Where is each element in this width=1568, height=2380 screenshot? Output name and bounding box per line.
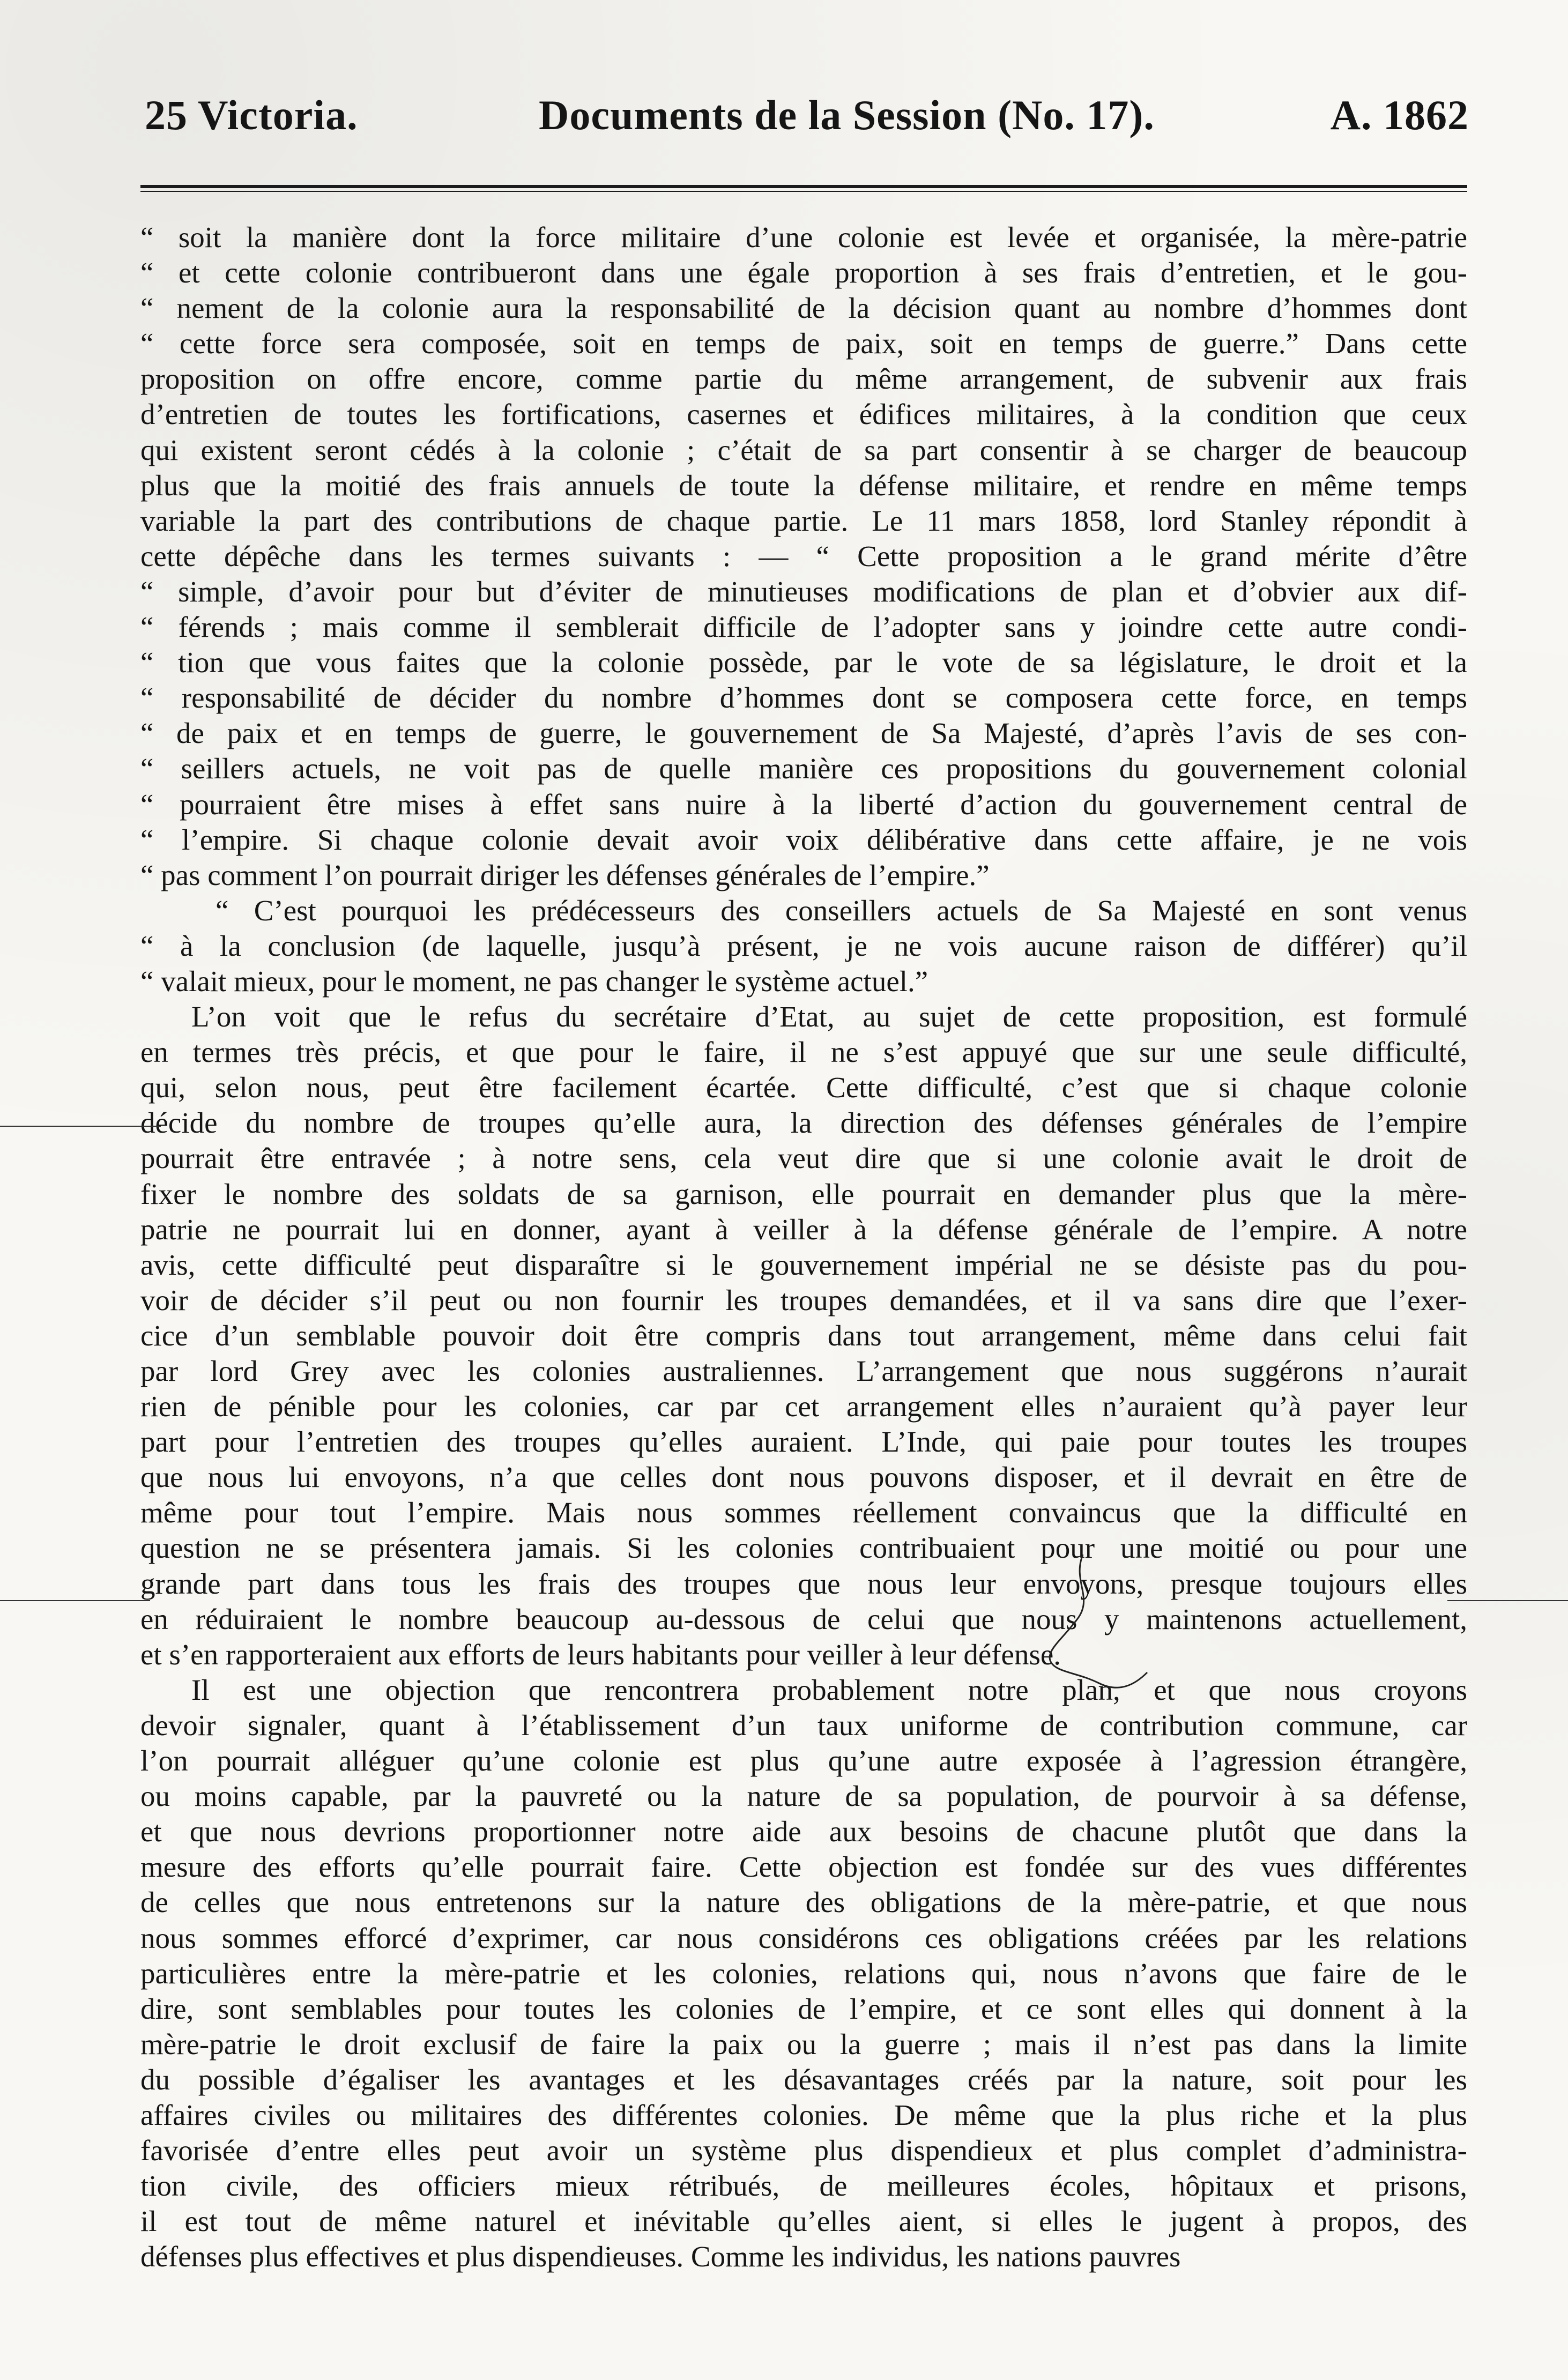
text-line: “ valait mieux, pour le moment, ne pas changer le système actuel.” bbox=[140, 964, 928, 998]
header-rule-thin bbox=[140, 191, 1467, 192]
text-line: variable la part des contributions de chaque partie. Le 11 mars 1858, lord Stanley répondit à bbox=[140, 504, 1467, 537]
text-line: de celles que nous entretenons sur la nature des obligations de la mère-patrie, et que nous bbox=[140, 1886, 1467, 1919]
text-line: “ soit la manière dont la force militaire d’une colonie est levée et organisée, la mère-patrie bbox=[140, 221, 1467, 254]
text-line: rien de pénible pour les colonies, car par cet arrangement elles n’auraient qu’à payer leur bbox=[140, 1390, 1467, 1423]
text-line: “ de paix et en temps de guerre, le gouvernement de Sa Majesté, d’après l’avis de ses con- bbox=[140, 717, 1467, 750]
text-line: l’on pourrait alléguer qu’une colonie est plus qu’une autre exposée à l’agression étrangère, bbox=[140, 1744, 1467, 1777]
text-line: mesure des efforts qu’elle pourrait faire. Cette objection est fondée sur des vues différentes bbox=[140, 1850, 1467, 1884]
text-line: “ seillers actuels, ne voit pas de quelle manière ces propositions du gouvernement colonial bbox=[140, 752, 1467, 785]
text-line: que nous lui envoyons, n’a que celles dont nous pouvons disposer, et il devrait en être de bbox=[140, 1461, 1467, 1494]
text-line: Il est une objection que rencontrera probablement notre plan, et que nous croyons bbox=[191, 1673, 1467, 1706]
text-line: question ne se présentera jamais. Si les colonies contribuaient pour une moitié ou pour une bbox=[140, 1531, 1467, 1565]
text-line: ou moins capable, par la pauvreté ou la nature de sa population, de pourvoir à sa défense, bbox=[140, 1780, 1467, 1813]
text-line: “ l’empire. Si chaque colonie devait avoir voix délibérative dans cette affaire, je ne vois bbox=[140, 823, 1467, 856]
body-text bbox=[140, 220, 1467, 2274]
scan-mark-line bbox=[0, 1126, 161, 1127]
text-line: grande part dans tous les frais des troupes que nous leur envoyons, presque toujours elles bbox=[140, 1567, 1467, 1600]
text-line: il est tout de même naturel et inévitable qu’elles aient, si elles le jugent à propos, des bbox=[140, 2205, 1467, 2238]
text-line: “ tion que vous faites que la colonie possède, par le vote de sa législature, le droit et la bbox=[140, 646, 1467, 679]
text-line: même pour tout l’empire. Mais nous sommes réellement convaincus que la difficulté en bbox=[140, 1496, 1467, 1529]
text-line: “ férends ; mais comme il semblerait difficile de l’adopter sans y joindre cette autre condi- bbox=[140, 611, 1467, 644]
text-line: favorisée d’entre elles peut avoir un système plus dispendieux et plus complet d’administra- bbox=[140, 2134, 1467, 2167]
text-line: en termes très précis, et que pour le faire, il ne s’est appuyé que sur une seule difficulté, bbox=[140, 1036, 1467, 1069]
text-line: tion civile, des officiers mieux rétribués, de meilleures écoles, hôpitaux et prisons, bbox=[140, 2169, 1467, 2203]
text-line: particulières entre la mère-patrie et les colonies, relations qui, nous n’avons que faire de le bbox=[140, 1957, 1467, 1990]
text-line: plus que la moitié des frais annuels de toute la défense militaire, et rendre en même temps bbox=[140, 468, 1467, 502]
text-line: dire, sont semblables pour toutes les colonies de l’empire, et ce sont elles qui donnent à la bbox=[140, 1992, 1467, 2025]
text-line: par lord Grey avec les colonies australiennes. L’arrangement que nous suggérons n’aurait bbox=[140, 1355, 1467, 1387]
pencil-scribble-mark bbox=[1013, 1549, 1153, 1726]
text-line: fixer le nombre des soldats de sa garnison, elle pourrait en demander plus que la mère- bbox=[140, 1177, 1467, 1210]
header-right: A. 1862 bbox=[1330, 92, 1469, 138]
text-line: en réduiraient le nombre beaucoup au-dessous de celui que nous y maintenons actuellement, bbox=[140, 1602, 1467, 1635]
text-line: “ cette force sera composée, soit en temps de paix, soit en temps de guerre.” Dans cette bbox=[140, 327, 1467, 360]
text-line: “ pourraient être mises à effet sans nuire à la liberté d’action du gouvernement central de bbox=[140, 787, 1467, 821]
text-line: et que nous devrions proportionner notre aide aux besoins de chacune plutôt que dans la bbox=[140, 1815, 1467, 1848]
text-line: part pour l’entretien des troupes qu’elles auraient. L’Inde, qui paie pour toutes les troupes bbox=[140, 1425, 1467, 1459]
text-line: “ C’est pourquoi les prédécesseurs des conseillers actuels de Sa Majesté en sont venus bbox=[215, 894, 1467, 927]
text-line: “ responsabilité de décider du nombre d’hommes dont se composera cette force, en temps bbox=[140, 681, 1467, 715]
text-line: “ et cette colonie contribueront dans une égale proportion à ses frais d’entretien, et le gou- bbox=[140, 256, 1467, 289]
text-line: patrie ne pourrait lui en donner, ayant à veiller à la défense générale de l’empire. A notre bbox=[140, 1213, 1467, 1246]
text-line: du possible d’égaliser les avantages et les désavantages créés par la nature, soit pour les bbox=[140, 2063, 1467, 2096]
header-left: 25 Victoria. bbox=[145, 92, 358, 138]
header-rule-thick bbox=[140, 185, 1467, 188]
text-line: et s’en rapporteraient aux efforts de leurs habitants pour veiller à leur défense. bbox=[140, 1638, 1061, 1671]
text-line: décide du nombre de troupes qu’elle aura, la direction des défenses générales de l’empire bbox=[140, 1106, 1467, 1140]
text-line: pourrait être entravée ; à notre sens, cela veut dire que si une colonie avait le droit de bbox=[140, 1142, 1467, 1175]
text-line: qui, selon nous, peut être facilement écartée. Cette difficulté, c’est que si chaque colonie bbox=[140, 1071, 1467, 1104]
text-line: mère-patrie le droit exclusif de faire la paix ou la guerre ; mais il n’est pas dans la limite bbox=[140, 2027, 1467, 2061]
text-line: L’on voit que le refus du secrétaire d’Etat, au sujet de cette proposition, est formulé bbox=[191, 1000, 1467, 1033]
text-line: affaires civiles ou militaires des différentes colonies. De même que la plus riche et la plus bbox=[140, 2098, 1467, 2131]
text-line: “ à la conclusion (de laquelle, jusqu’à présent, je ne vois aucune raison de différer) qu’il bbox=[140, 929, 1467, 962]
page-header bbox=[145, 91, 1469, 150]
text-line: proposition on offre encore, comme partie du même arrangement, de subvenir aux frais bbox=[140, 362, 1467, 396]
text-line: voir de décider s’il peut ou non fournir les troupes demandées, et il va sans dire que l’exer- bbox=[140, 1283, 1467, 1317]
text-line: d’entretien de toutes les fortifications, casernes et édifices militaires, à la condition que ceux bbox=[140, 398, 1467, 431]
text-line: nous sommes efforcé d’exprimer, car nous considérons ces obligations créées par les relations bbox=[140, 1921, 1467, 1954]
scan-mark-line bbox=[1447, 1600, 1568, 1601]
scan-mark-line bbox=[0, 1600, 150, 1601]
text-line: cice d’un semblable pouvoir doit être compris dans tout arrangement, même dans celui fait bbox=[140, 1319, 1467, 1352]
text-line: “ nement de la colonie aura la responsabilité de la décision quant au nombre d’hommes dont bbox=[140, 292, 1467, 325]
text-line: “ pas comment l’on pourrait diriger les défenses générales de l’empire.” bbox=[140, 858, 990, 891]
text-line: devoir signaler, quant à l’établissement d’un taux uniforme de contribution commune, car bbox=[140, 1708, 1467, 1742]
text-line: qui existent seront cédés à la colonie ; c’était de sa part consentir à se charger de beaucoup bbox=[140, 433, 1467, 466]
text-line: avis, cette difficulté peut disparaître si le gouvernement impérial ne se désiste pas du pou- bbox=[140, 1248, 1467, 1281]
header-center: Documents de la Session (No. 17). bbox=[539, 92, 1155, 138]
text-line: défenses plus effectives et plus dispendieuses. Comme les individus, les nations pauvres bbox=[140, 2240, 1181, 2273]
text-line: “ simple, d’avoir pour but d’éviter de minutieuses modifications de plan et d’obvier aux dif- bbox=[140, 575, 1467, 608]
text-line: cette dépêche dans les termes suivants : — “ Cette proposition a le grand mérite d’être bbox=[140, 539, 1467, 572]
